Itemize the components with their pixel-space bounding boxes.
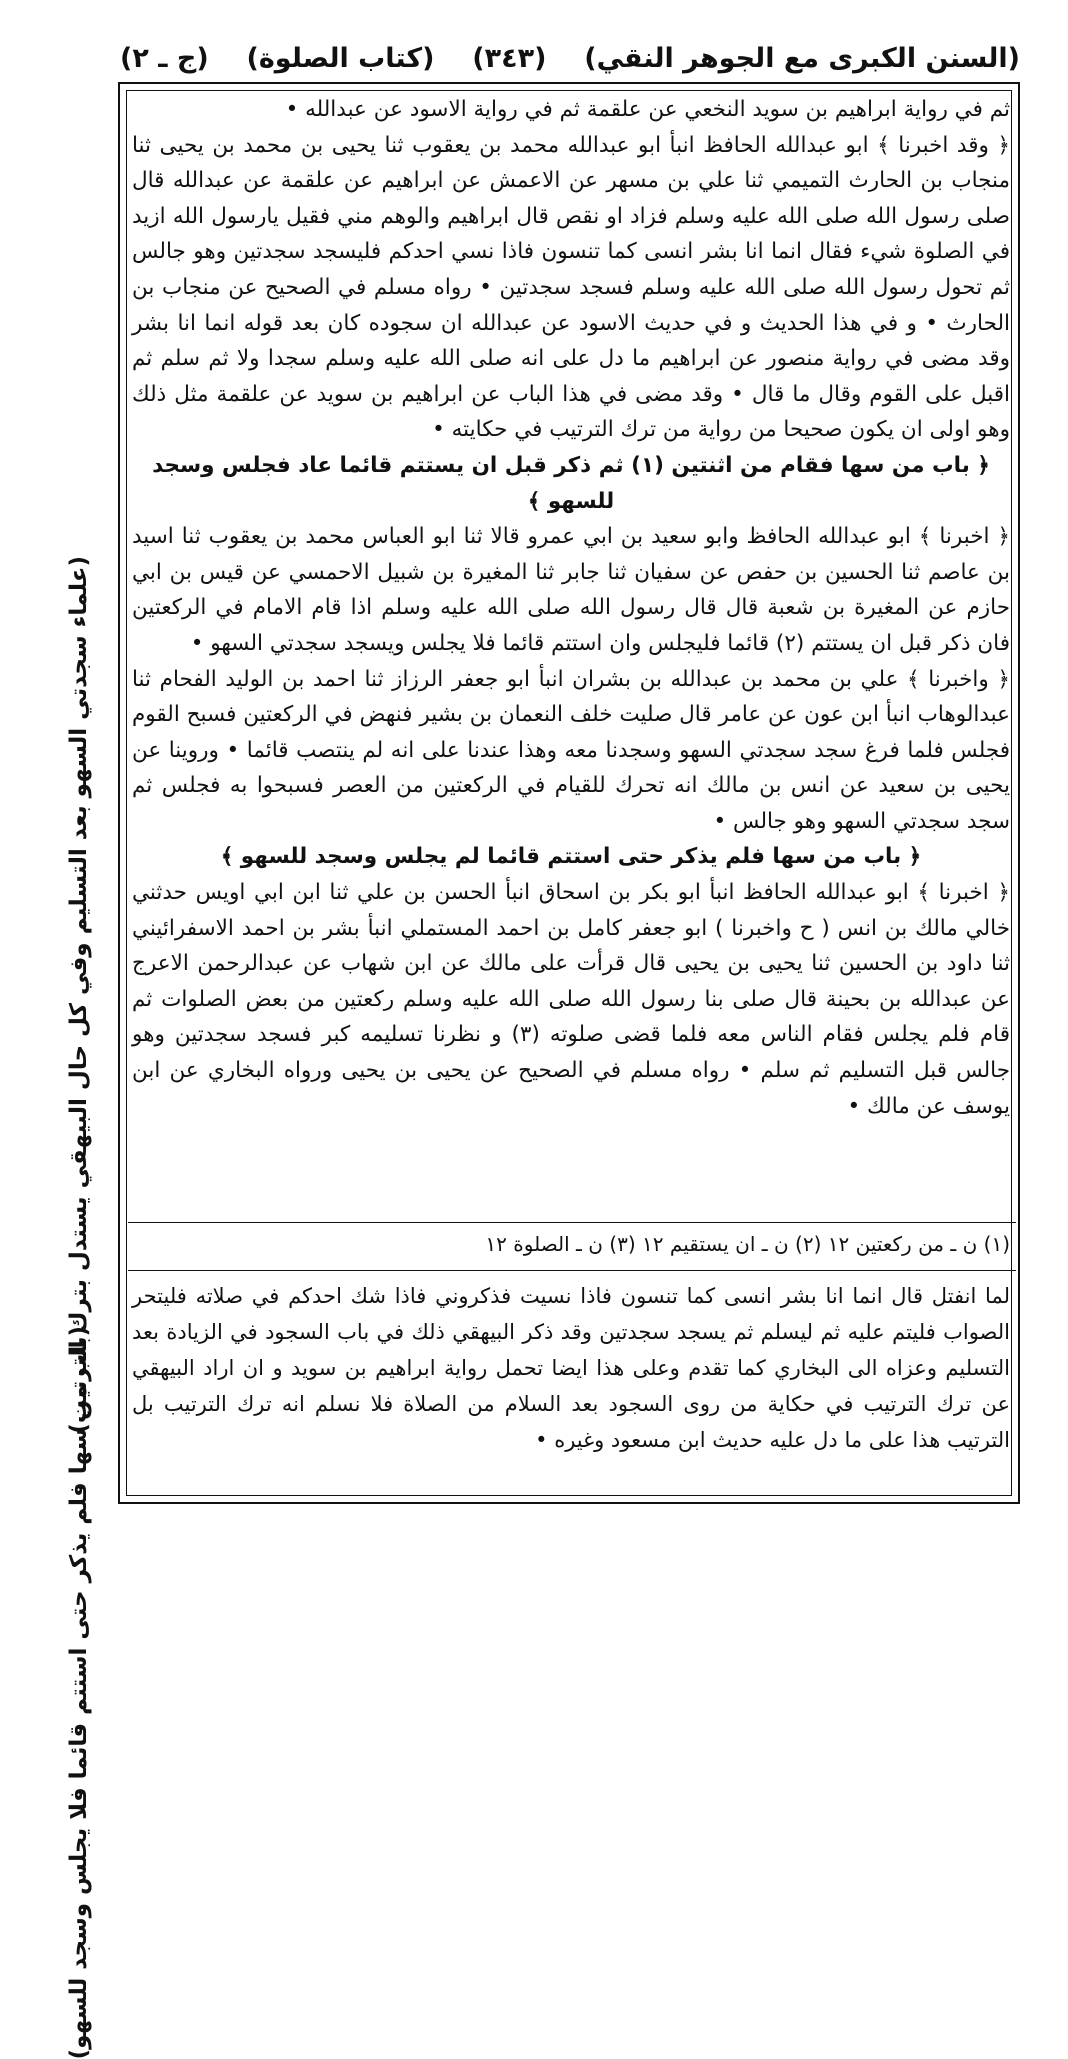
- volume-number: (ج ـ ٢): [120, 42, 209, 74]
- chapter-heading: ﴿ باب من سها فقام من اثنتين (١) ثم ذكر قبل ان يستتم قائما عاد فجلس وسجد للسهو ﴾: [152, 452, 990, 514]
- main-text: [132, 92, 1010, 1124]
- paragraph: ﴿ اخبرنا ﴾ ابو عبدالله الحافظ وابو سعيد بن ابي عمرو قالا ثنا ابو العباس محمد بن يعقوب ثنا اسيد بن عاصم ثنا الحسين بن حفص عن سفيان ثنا جابر ثنا المغيرة بن شبيل الاحمسي عن قيس بن ابي حازم عن المغيرة بن شعبة قال قال رسول الله صلى الله عليه وسلم اذا قام الامام في الركعتين فان ذكر قبل ان يستتم (٢) قائما فليجلس وان استتم قائما فلا يجلس ويسجد سجدتي السهو •: [132, 524, 1010, 656]
- footnotes: (١) ن ـ من ركعتين ١٢ (٢) ن ـ ان يستقيم ١٢ (٣) ن ـ الصلوة ١٢: [485, 1232, 1010, 1256]
- page-number: (٣٤٣): [472, 42, 547, 74]
- margin-note-upper: (علماء سجدتي السهو بعد التسليم وفي كل حال البيهقي يستدل بترك الترتيب): [66, 556, 92, 1434]
- page-header: [120, 38, 1020, 78]
- margin-note-lower: (باب من سها فلم يذكر حتى استتم قائما فلا يجلس وسجد للسهو): [66, 1326, 92, 2059]
- chapter-title: (كتاب الصلوة): [246, 42, 435, 74]
- book-title: (السنن الكبرى مع الجوهر النقي): [584, 42, 1020, 74]
- paragraph: ثم في رواية ابراهيم بن سويد النخعي عن علقمة ثم في رواية الاسود عن عبدالله •: [285, 97, 1010, 122]
- chapter-heading: ﴿ باب من سها فلم يذكر حتى استتم قائما لم يجلس وسجد للسهو ﴾: [220, 844, 922, 870]
- commentary: [132, 1278, 1010, 1458]
- paragraph: ﴿ اخبرنا ﴾ ابو عبدالله الحافظ انبأ ابو بكر بن اسحاق انبأ الحسن بن علي ثنا ابن ابي اويس حدثني خالي مالك بن انس ( ح واخبرنا ) ابو جعفر كامل بن احمد المستملي انبأ بشر بن احمد الاسفرائيني ثنا داود بن الحسين ثنا يحيى بن يحيى قال قرأت على مالك عن ابن شهاب عن عبدالرحمن الاعرج عن عبدالله بن بحينة قال صلى بنا رسول الله صلى الله عليه وسلم ركعتين من بعض الصلوات ثم قام فلم يجلس فقام الناس معه فلما قضى صلوته (٣) و نظرنا تسليمه كبر فسجد سجدتين وهو جالس قبل التسليم ثم سلم • رواه مسلم في الصحيح عن يحيى بن يحيى ورواه البخاري عن ابن يوسف عن مالك •: [132, 880, 1010, 1119]
- commentary-divider: [128, 1270, 1016, 1271]
- paragraph: ﴿ وقد اخبرنا ﴾ ابو عبدالله الحافظ انبأ ابو عبدالله محمد بن يعقوب ثنا يحيى بن محمد بن يحيى ثنا منجاب بن الحارث التميمي ثنا علي بن مسهر عن الاعمش عن ابراهيم عن علقمة عن عبدالله قال صلى رسول الله صلى الله عليه وسلم فزاد او نقص قال ابراهيم والوهم مني فقيل يارسول الله ازيد في الصلوة شيء فقال انما انا بشر انسى كما تنسون فاذا نسي احدكم فليسجد سجدتين وهو جالس ثم تحول رسول الله صلى الله عليه وسلم فسجد سجدتين • رواه مسلم في الصحيح عن منجاب بن الحارث • و في هذا الحديث و في حديث الاسود عن عبدالله ان سجوده كان بعد قوله انما انا بشر وقد مضى في رواية منصور عن ابراهيم ما دل على انه صلى الله عليه وسلم سجدا ولا ثم سلم ثم اقبل على القوم وقال ما قال • وقد مضى في هذا الباب عن ابراهيم بن سويد عن علقمة مثل ذلك وهو اولى ان يكون صحيحا من رواية من ترك الترتيب في حكايته •: [132, 132, 1010, 443]
- footnote-divider: [128, 1222, 1016, 1223]
- paragraph: ﴿ واخبرنا ﴾ علي بن محمد بن عبدالله بن بشران انبأ ابو جعفر الرزاز ثنا احمد بن الوليد الفحام ثنا عبدالوهاب انبأ ابن عون عن عامر قال صليت خلف النعمان بن بشير فنهض في الركعتين فسبح القوم فجلس فلما فرغ سجد سجدتي السهو وسجدنا معه وهذا عندنا على انه لم ينتصب قائما • وروينا عن يحيى بن سعيد عن انس بن مالك انه تحرك للقيام في الركعتين من العصر فسبحوا به فجلس ثم سجد سجدتي السهو وهو جالس •: [131, 666, 1010, 834]
- commentary-text: لما انفتل قال انما انا بشر انسى كما تنسون فاذا نسيت فذكروني فاذا شك احدكم في صلاته فليتحر الصواب فليتم عليه ثم ليسلم ثم يسجد سجدتين وقد ذكر البيهقي ذلك في باب السجود في الزيادة بعد التسليم وعزاه الى البخاري كما تقدم وعلى هذا ايضا تحمل رواية ابراهيم بن سويد و ان اراد البيهقي عن ترك الترتيب في حكاية من روى السجود بعد السلام من الصلاة فلا نسلم انه ترك الترتيب بل الترتيب هذا على ما دل عليه حديث ابن مسعود وغيره •: [132, 1284, 1010, 1452]
